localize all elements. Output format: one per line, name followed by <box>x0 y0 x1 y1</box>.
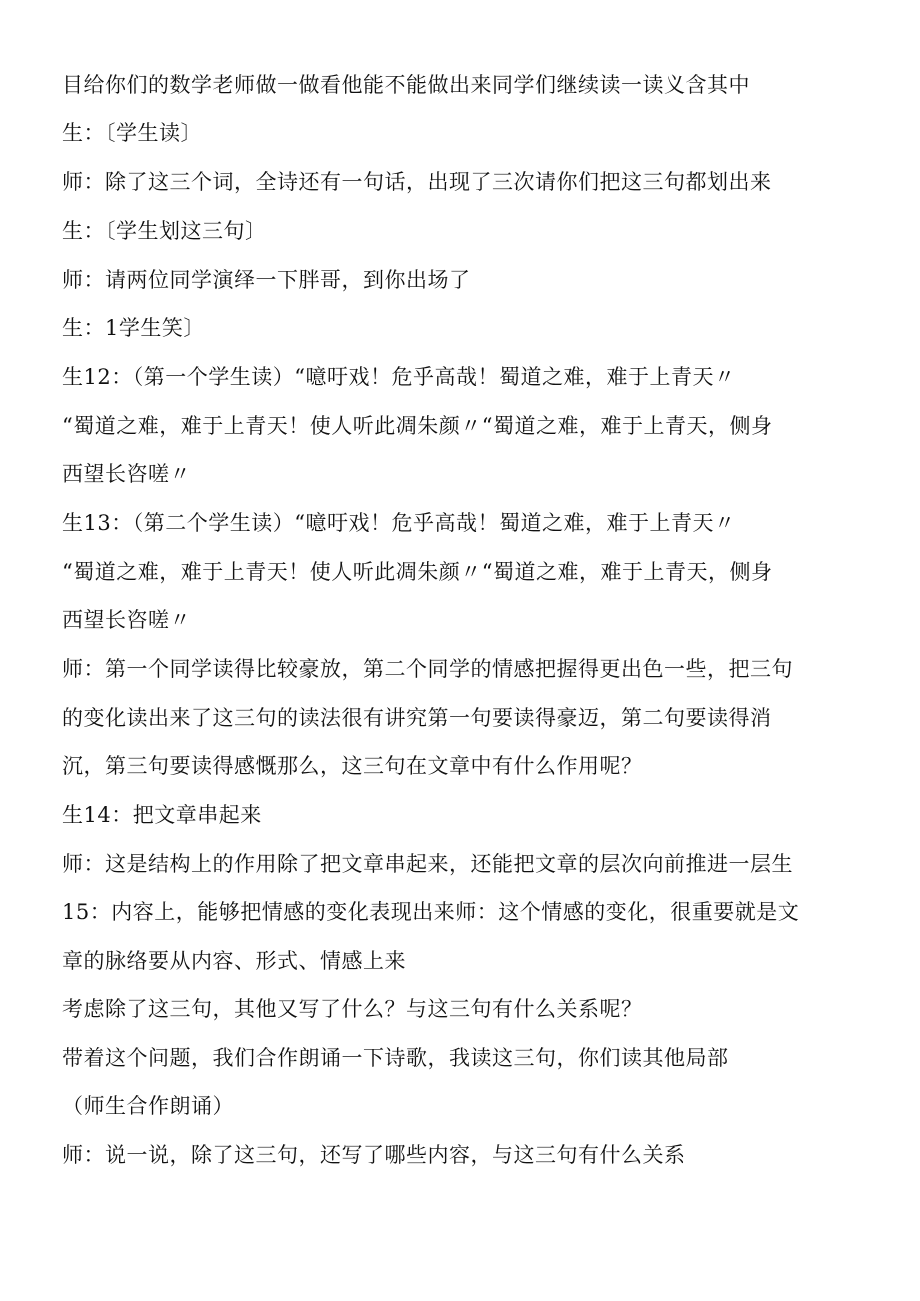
text-line: 师：第一个同学读得比较豪放，第二个同学的情感把握得更出色一些，把三句 <box>62 657 793 681</box>
text-line: 生：〔学生读〕 <box>62 121 202 145</box>
text-line: 带着这个问题，我们合作朗诵一下诗歌，我读这三句，你们读其他局部 <box>62 1046 729 1070</box>
text-line: 生：〔学生划这三句〕 <box>62 219 267 243</box>
text-line: 师：说一说，除了这三句，还写了哪些内容，与这三句有什么关系 <box>62 1143 686 1167</box>
text-line: “蜀道之难，难于上青天！使人听此凋朱颜〃“蜀道之难，难于上青天，侧身 <box>62 414 773 438</box>
text-line: 沉，第三句要读得感慨那么，这三句在文章中有什么作用呢？ <box>62 754 643 778</box>
text-line: 生14：把文章串起来 <box>62 803 262 827</box>
text-line: 的变化读出来了这三句的读法很有讲究第一句要读得豪迈，第二句要读得消 <box>62 706 772 730</box>
text-line: 目给你们的数学老师做一做看他能不能做出来同学们继续读一读义含其中 <box>62 73 750 97</box>
text-line: “蜀道之难，难于上青天！使人听此凋朱颜〃“蜀道之难，难于上青天，侧身 <box>62 560 773 584</box>
text-line: 15：内容上，能够把情感的变化表现出来师：这个情感的变化，很重要就是文 <box>62 900 800 924</box>
text-line: 西望长咨嗟〃 <box>62 608 191 632</box>
text-line: 师：这是结构上的作用除了把文章串起来，还能把文章的层次向前推进一层生 <box>62 852 793 876</box>
text-line: 生13：（第二个学生读）“噫吁戏！危乎高哉！蜀道之难，难于上青天〃 <box>62 511 736 535</box>
text-line: 生12：（第一个学生读）“噫吁戏！危乎高哉！蜀道之难，难于上青天〃 <box>62 365 736 389</box>
text-line: 师：请两位同学演绎一下胖哥，到你出场了 <box>62 268 471 292</box>
text-line: 师：除了这三个词，全诗还有一句话，出现了三次请你们把这三句都划出来 <box>62 170 772 194</box>
text-line: 西望长咨嗟〃 <box>62 462 191 486</box>
text-line: 章的脉络要从内容、形式、情感上来 <box>62 949 406 973</box>
text-line: 考虑除了这三句，其他又写了什么？与这三句有什么关系呢？ <box>62 997 643 1021</box>
text-line: （师生合作朗诵） <box>62 1094 234 1118</box>
text-line: 生：1学生笑〕 <box>62 316 205 340</box>
